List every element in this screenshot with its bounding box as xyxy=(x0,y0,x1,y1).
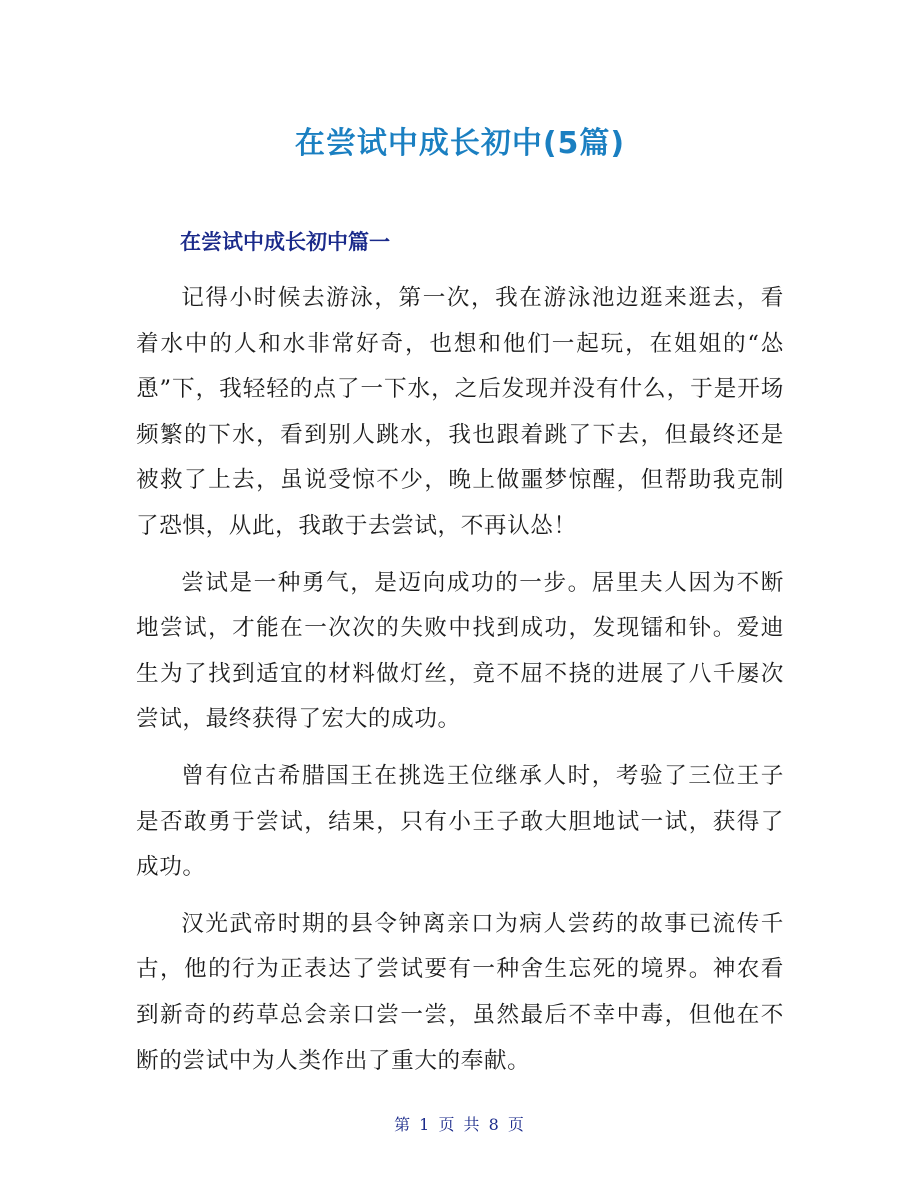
paragraph: 记得小时候去游泳，第一次，我在游泳池边逛来逛去，看着水中的人和水非常好奇，也想和他们一起玩，在姐姐的“怂恿”下，我轻轻的点了一下水，之后发现并没有什么，于是开场频繁的下水，看到别人跳水，我也跟着跳了下去，但最终还是被救了上去，虽说受惊不少，晚上做噩梦惊醒，但帮助我克制了恐惧，从此，我敢于去尝试，不再认怂！ xyxy=(136,285,784,539)
paragraph: 曾有位古希腊国王在挑选王位继承人时，考验了三位王子是否敢勇于尝试，结果，只有小王子敢大胆地试一试，获得了成功。 xyxy=(136,762,784,881)
paragraph: 汉光武帝时期的县令钟离亲口为病人尝药的故事已流传千古，他的行为正表达了尝试要有一种舍生忘死的境界。神农看到新奇的药草总会亲口尝一尝，虽然最后不幸中毒，但他在不断的尝试中为人类作出了重大的奉献。 xyxy=(136,910,784,1074)
document-body xyxy=(136,276,784,1095)
paragraph: 尝试是一种勇气，是迈向成功的一步。居里夫人因为不断地尝试，才能在一次次的失败中找到成功，发现镭和钋。爱迪生为了找到适宜的材料做灯丝，竟不屈不挠的进展了八千屡次尝试，最终获得了宏大的成功。 xyxy=(136,569,784,733)
section-heading: 在尝试中成长初中篇一 xyxy=(180,230,390,254)
document-title: 在尝试中成长初中(5篇) xyxy=(294,126,626,161)
page-number-footer: 第 1 页 共 8 页 xyxy=(394,1115,526,1134)
